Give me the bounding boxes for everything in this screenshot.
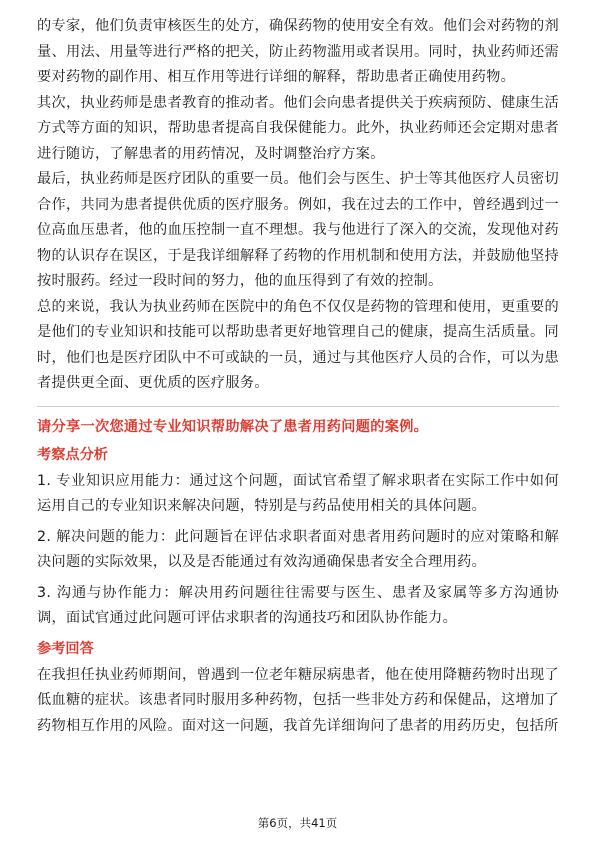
analysis-item: 2. 解决问题的能力：此问题旨在评估求职者面对患者用药问题时的应对策略和解决问题的实际效果，以及是否能通过有效沟通确保患者安全合理用药。 xyxy=(37,528,559,570)
analysis-title: 考察点分析 xyxy=(37,446,108,463)
answer-title: 参考回答 xyxy=(37,640,94,657)
question-heading: 请分享一次您通过专业知识帮助解决了患者用药问题的案例。 xyxy=(37,418,429,435)
page-footer: 第6页，共41页 xyxy=(257,816,338,830)
section-divider xyxy=(37,406,559,407)
body-paragraph: 其次，执业药师是患者教育的推动者。他们会向患者提供关于疾病预防、健康生活方式等方面的知识，帮助患者提高自我保健能力。此外，执业药师还会定期对患者进行随访，了解患者的用药情况，及时调整治疗方案。 xyxy=(37,94,559,162)
body-paragraph: 最后，执业药师是医疗团队的重要一员。他们会与医生、护士等其他医疗人员密切合作，共同为患者提供优质的医疗服务。例如，我在过去的工作中，曾经遇到过一位高血压患者，他的血压控制一直不理想。我与他进行了深入的交流，发现他对药物的认识存在误区，于是我详细解释了药物的作用机制和使用方法，并鼓励他坚持按时服药。经过一段时间的努力，他的血压得到了有效的控制。 xyxy=(37,171,559,289)
body-paragraph: 总的来说，我认为执业药师在医院中的角色不仅仅是药物的管理和使用，更重要的是他们的专业知识和技能可以帮助患者更好地管理自己的健康，提高生活质量。同时，他们也是医疗团队中不可或缺的一员，通过与其他医疗人员的合作，可以为患者提供更全面、更优质的医疗服务。 xyxy=(37,298,559,391)
answer-text: 在我担任执业药师期间，曾遇到一位老年糖尿病患者，他在使用降糖药物时出现了低血糖的症状。该患者同时服用多种药物，包括一些非处方药和保健品，这增加了药物相互作用的风险。面对这一问题，我首先详细询问了患者的用药历史，包括所 xyxy=(37,666,559,734)
document-page xyxy=(37,14,559,739)
analysis-item: 3. 沟通与协作能力：解决用药问题往往需要与医生、患者及家属等多方沟通协调，面试官通过此问题可评估求职者的沟通技巧和团队协作能力。 xyxy=(37,584,559,626)
body-paragraph: 的专家，他们负责审核医生的处方，确保药物的使用安全有效。他们会对药物的剂量、用法、用量等进行严格的把关，防止药物滥用或者误用。同时，执业药师还需要对药物的副作用、相互作用等进行详细的解释，帮助患者正确使用药物。 xyxy=(37,18,559,85)
analysis-item: 1. 专业知识应用能力：通过这个问题，面试官希望了解求职者在实际工作中如何运用自己的专业知识来解决问题，特别是与药品使用相关的具体问题。 xyxy=(37,472,559,514)
